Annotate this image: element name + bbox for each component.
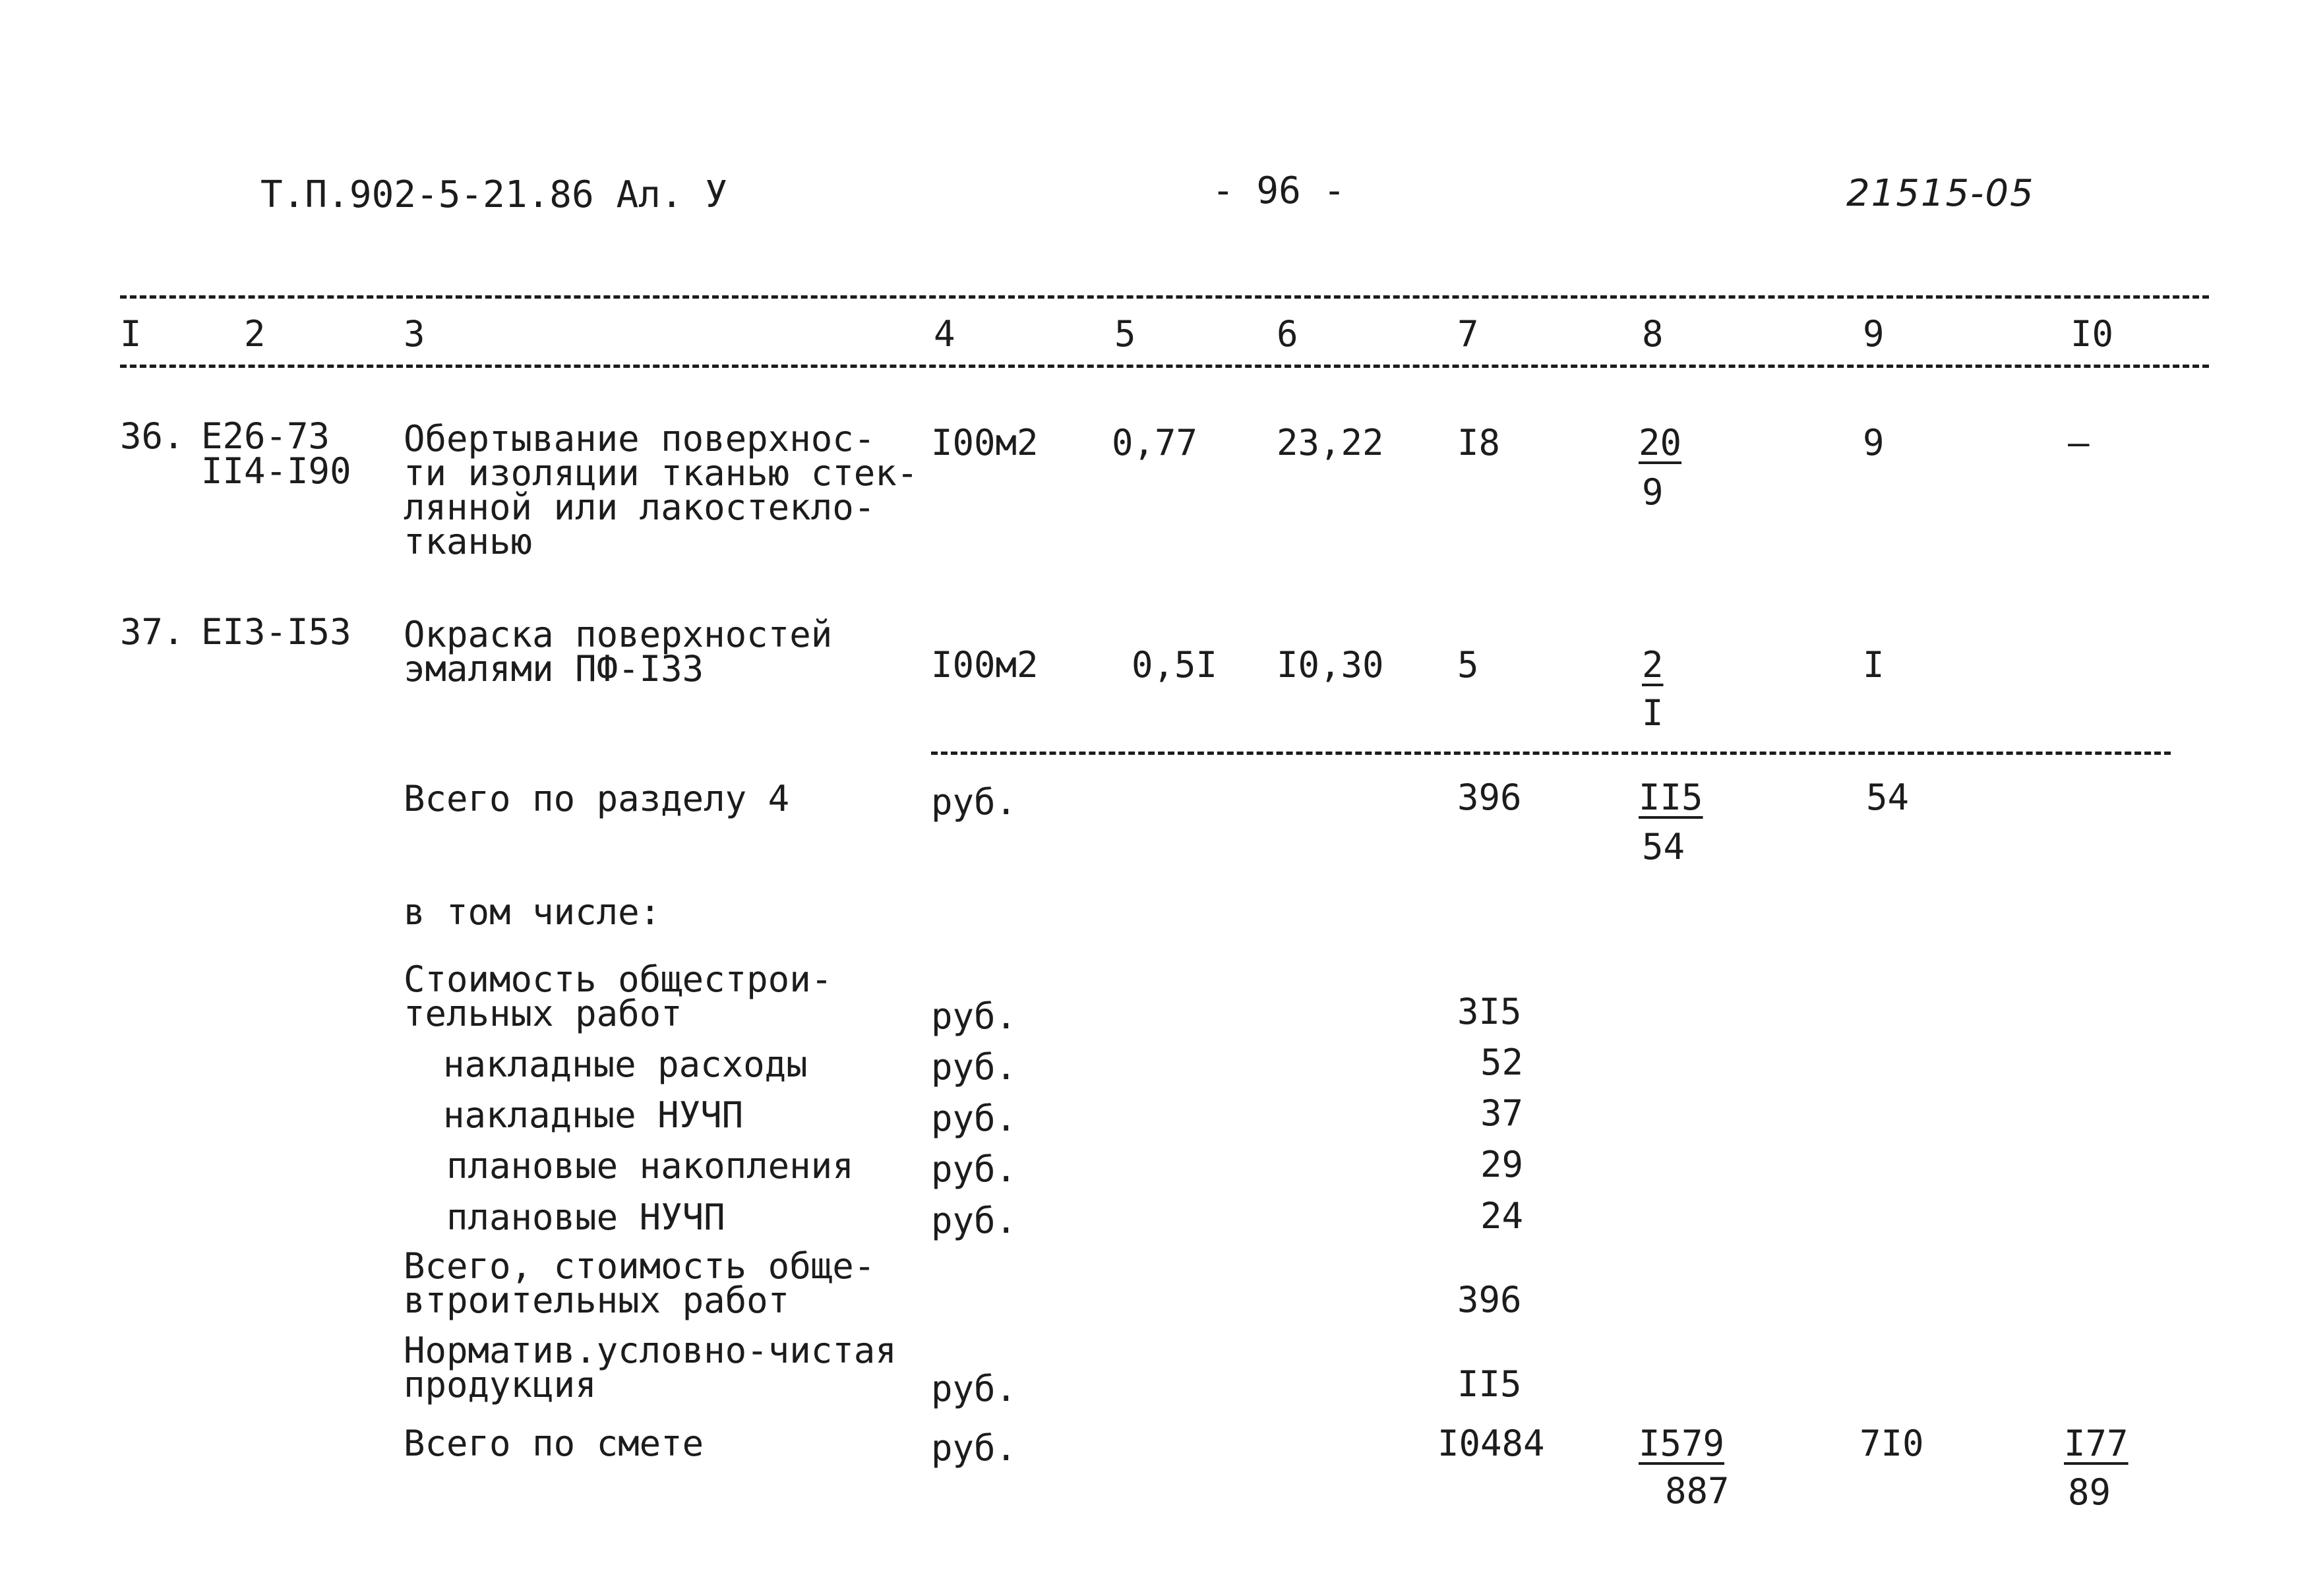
section-total-col9: 54	[1866, 777, 1910, 818]
column-header-10: I0	[2071, 313, 2114, 355]
breakdown-label: накладные НУЧП	[443, 1094, 744, 1136]
column-header-3: 3	[404, 313, 425, 355]
row-quantity: 0,5I	[1132, 644, 1218, 686]
subtotal-rule	[931, 752, 2171, 755]
row-number: 37.	[120, 611, 185, 653]
section-total-value: 396	[1457, 777, 1522, 818]
breakdown-value: 52	[1480, 1042, 1524, 1083]
row-col8-bottom: 9	[1642, 471, 1664, 513]
column-header-5: 5	[1114, 313, 1136, 355]
section-total-label: Всего по разделу 4	[404, 778, 790, 819]
row-code-secondary: II4-I90	[201, 450, 351, 492]
row-col8-top: 2	[1642, 644, 1664, 686]
row-total: I8	[1457, 422, 1501, 463]
header-bottom-rule	[120, 365, 2209, 368]
column-header-6: 6	[1277, 313, 1298, 355]
row-col9: I	[1863, 644, 1885, 686]
column-header-4: 4	[934, 313, 955, 355]
breakdown-value: 37	[1480, 1092, 1524, 1134]
header-top-rule	[120, 295, 2209, 299]
row-unit: I00м2	[931, 644, 1039, 686]
breakdown-value: 24	[1480, 1195, 1524, 1237]
row-unit-price: 23,22	[1277, 422, 1384, 463]
breakdown-value: 3I5	[1457, 991, 1522, 1032]
breakdown-label: Стоимость общестрои- тельных работ	[404, 959, 833, 1034]
column-header-2: 2	[244, 313, 266, 355]
grand-total-label: Всего по смете	[404, 1423, 704, 1464]
row-total: 5	[1457, 644, 1479, 686]
breakdown-value: II5	[1457, 1363, 1522, 1405]
grand-total-unit: руб.	[931, 1427, 1017, 1469]
row-col10: –	[2068, 422, 2090, 463]
grand-total-col8-top: I579	[1639, 1423, 1725, 1464]
breakdown-unit: руб.	[931, 1148, 1017, 1190]
breakdown-unit: руб.	[931, 1200, 1017, 1241]
grand-total-col8-bottom: 887	[1665, 1470, 1730, 1512]
row-description: Обертывание поверхнос- ти изоляции тканью стек- лянной или лакостекло- тканью	[404, 418, 919, 562]
breakdown-value: 396	[1457, 1279, 1522, 1320]
row-unit: I00м2	[931, 422, 1039, 463]
breakdown-label: Всего, стоимость обще- втроительных работ	[404, 1245, 876, 1321]
grand-total-col10-bottom: 89	[2068, 1471, 2111, 1513]
column-header-9: 9	[1863, 313, 1885, 355]
breakdown-unit: руб.	[931, 1368, 1017, 1409]
row-description: Окраска поверхностей эмалями ПФ-I33	[404, 614, 833, 690]
column-header-7: 7	[1457, 313, 1479, 355]
row-quantity: 0,77	[1112, 422, 1198, 463]
breakdown-unit: руб.	[931, 995, 1017, 1037]
grand-total-col10-top: I77	[2064, 1423, 2129, 1464]
row-number: 36.	[120, 415, 185, 457]
row-col8-bottom: I	[1642, 692, 1664, 734]
column-header-8: 8	[1642, 313, 1664, 355]
breakdown-unit: руб.	[931, 1046, 1017, 1088]
row-code: Е26-73	[201, 415, 330, 457]
column-header-1: I	[120, 313, 142, 355]
section-total-unit: руб.	[931, 781, 1017, 823]
grand-total-value: I0484	[1437, 1423, 1545, 1464]
section-total-col8-bottom: 54	[1642, 826, 1685, 868]
grand-total-col9: 7I0	[1860, 1423, 1924, 1464]
handwritten-number: 21515-05	[1846, 172, 2035, 215]
breakdown-label: плановые накопления	[446, 1145, 854, 1187]
including-label: в том числе:	[404, 891, 661, 933]
breakdown-unit: руб.	[931, 1098, 1017, 1139]
breakdown-label: Норматив.условно-чистая продукция	[404, 1330, 897, 1405]
breakdown-label: накладные расходы	[443, 1044, 808, 1085]
breakdown-label: плановые НУЧП	[446, 1197, 725, 1238]
breakdown-value: 29	[1480, 1144, 1524, 1185]
document-code: Т.П.902-5-21.86 Ал. У	[260, 173, 728, 216]
row-col9: 9	[1863, 422, 1885, 463]
row-col8-top: 20	[1639, 422, 1682, 463]
row-code: ЕI3-I53	[201, 611, 351, 653]
section-total-col8-top: II5	[1639, 777, 1703, 818]
row-unit-price: I0,30	[1277, 644, 1384, 686]
page-number: - 96 -	[1212, 169, 1346, 212]
